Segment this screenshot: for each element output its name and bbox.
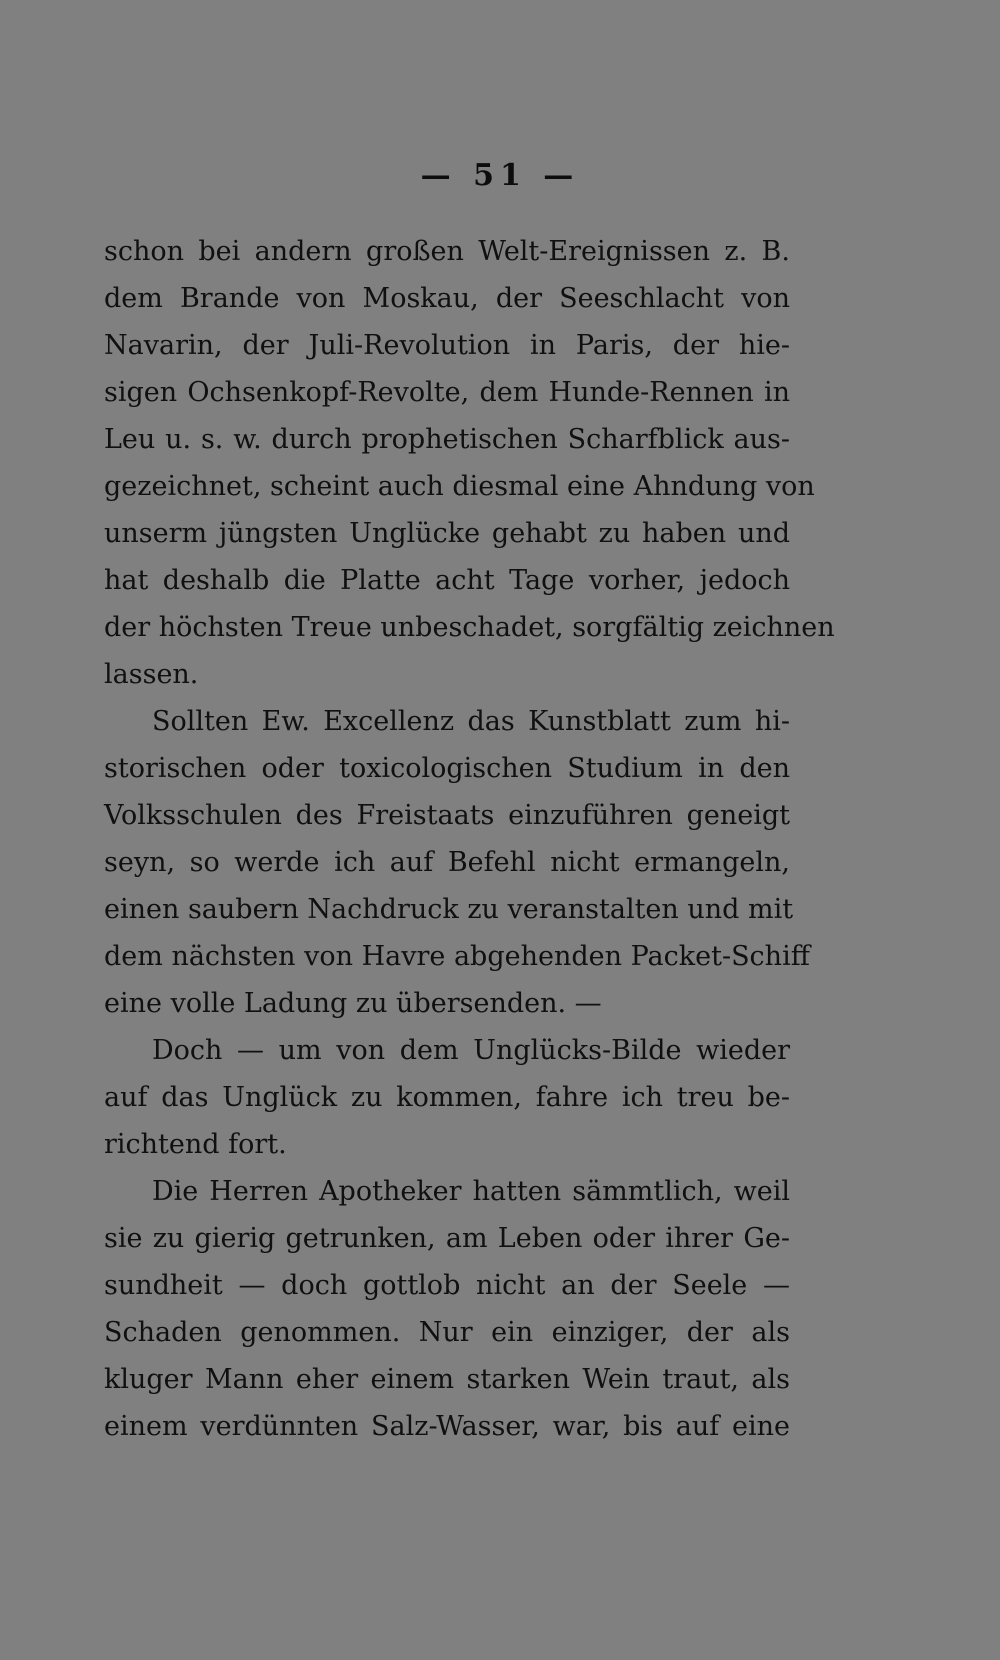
text-line: eine volle Ladung zu übersenden. — xyxy=(104,988,602,1019)
text-line: richtend fort. xyxy=(104,1129,287,1160)
text-line: sie zu gierig getrunken, am Leben oder ihrer Ge- xyxy=(104,1223,790,1254)
text-line: Schaden genommen. Nur ein einziger, der als xyxy=(104,1317,790,1348)
text-line: Doch — um von dem Unglücks-Bilde wieder xyxy=(152,1035,790,1066)
text-line: Leu u. s. w. durch prophetischen Scharfblick aus- xyxy=(104,424,790,455)
text-line: Volksschulen des Freistaats einzuführen geneigt xyxy=(104,800,790,831)
text-line: der höchsten Treue unbeschadet, sorgfältig zeichnen xyxy=(104,612,835,643)
text-line: sigen Ochsenkopf-Revolte, dem Hunde-Rennen in xyxy=(104,377,790,408)
page-number: — 51 — xyxy=(420,158,580,193)
text-line: schon bei andern großen Welt-Ereignissen z. B. xyxy=(104,236,790,267)
text-line: lassen. xyxy=(104,659,199,690)
text-line: gezeichnet, scheint auch diesmal eine Ahndung von xyxy=(104,471,815,502)
text-line: seyn, so werde ich auf Befehl nicht ermangeln, xyxy=(104,847,790,878)
text-line: unserm jüngsten Unglücke gehabt zu haben und xyxy=(104,518,790,549)
text-line: einen saubern Nachdruck zu veranstalten und mit xyxy=(104,894,794,925)
text-line: Die Herren Apotheker hatten sämmtlich, weil xyxy=(152,1176,790,1207)
body-text xyxy=(104,228,835,1450)
text-line: storischen oder toxicologischen Studium in den xyxy=(104,753,790,784)
text-line: kluger Mann eher einem starken Wein traut, als xyxy=(104,1364,790,1395)
text-line: Navarin, der Juli-Revolution in Paris, der hie- xyxy=(104,330,790,361)
text-line: Sollten Ew. Excellenz das Kunstblatt zum hi- xyxy=(152,706,790,737)
text-line: einem verdünnten Salz-Wasser, war, bis auf eine xyxy=(104,1411,790,1442)
text-line: auf das Unglück zu kommen, fahre ich treu be- xyxy=(104,1082,790,1113)
text-line: dem nächsten von Havre abgehenden Packet-Schiff xyxy=(104,941,810,972)
text-line: hat deshalb die Platte acht Tage vorher, jedoch xyxy=(104,565,790,596)
text-line: sundheit — doch gottlob nicht an der Seele — xyxy=(104,1270,790,1301)
text-line: dem Brande von Moskau, der Seeschlacht von xyxy=(104,283,790,314)
